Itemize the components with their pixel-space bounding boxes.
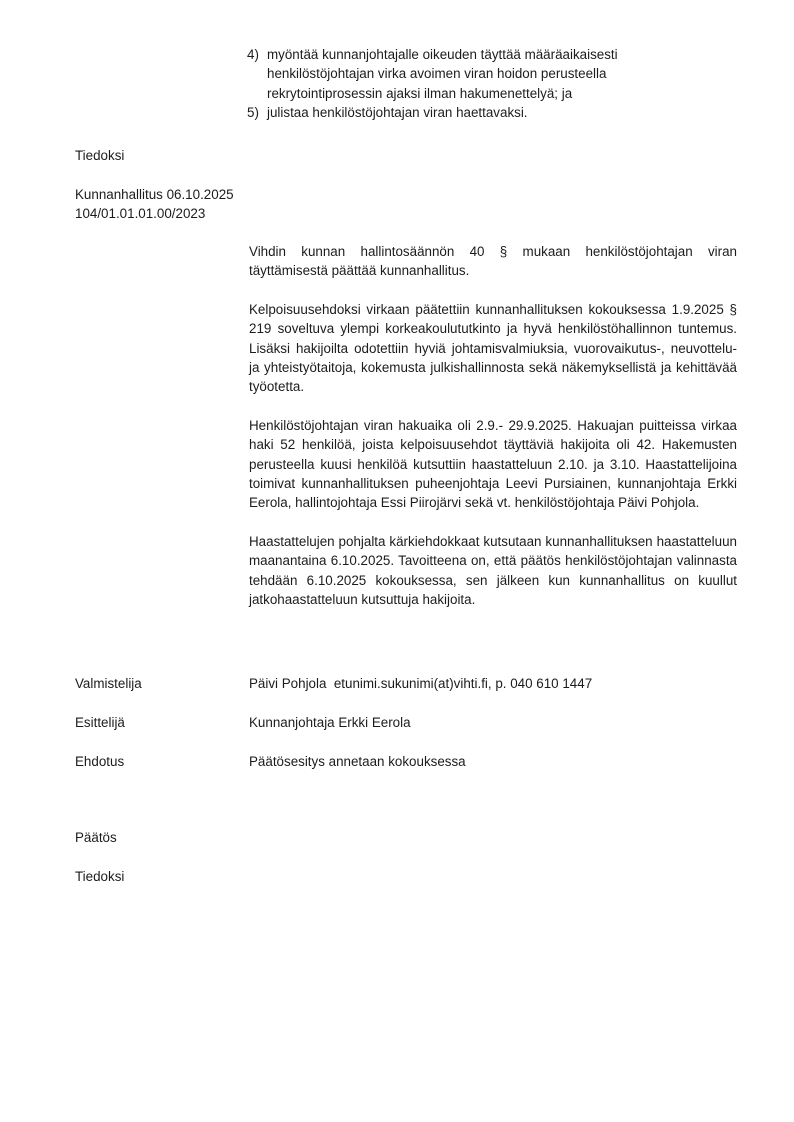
- meeting-line: Kunnanhallitus 06.10.2025: [75, 187, 234, 202]
- tiedoksi-label-bottom: Tiedoksi: [75, 869, 125, 884]
- esittelija-label: Esittelijä: [75, 715, 125, 730]
- ehdotus-value: Päätösesitys annetaan kokouksessa: [249, 754, 466, 769]
- paatos-label: Päätös: [75, 830, 117, 845]
- valmistelija-value: Päivi Pohjola etunimi.sukunimi(at)vihti.fi, p. 040 610 1447: [249, 676, 593, 691]
- decision-item-4: [247, 45, 679, 103]
- decision-item-5: [247, 103, 679, 122]
- paragraph-kelpoisuusehdot: Kelpoisuusehdoksi virkaan päätettiin kunnanhallituksen kokouksessa 1.9.2025 § 219 soveltuva ylempi korkeakoulututkinto ja hyvä henkilöstöhallinnon tuntemus. Lisäksi hakijoilta odotettiin hyviä johtamisvalmiuksia, vuorovaikutus-, neuvottelu- ja yhteistyötaitoja, kokemusta julkishallinnosta sekä näkemyksellistä ja kehittävää työotetta.: [249, 301, 737, 395]
- paragraph-hallintosaanto: Vihdin kunnan hallintosäännön 40 § mukaan henkilöstöjohtajan viran täyttämisestä päättää kunnanhallitus.: [249, 244, 737, 279]
- ehdotus-label: Ehdotus: [75, 754, 125, 769]
- decision-item-text: myöntää kunnanjohtajalle oikeuden täyttää määräaikaisesti henkilöstöjohtajan virka avoimen viran hoidon perusteella rekrytointiprosessin ajaksi ilman hakumenettelyä; ja: [267, 47, 618, 101]
- info-row-esittelija: [75, 713, 754, 732]
- case-number: 104/01.01.01.00/2023: [75, 206, 206, 222]
- decision-item-number: 4): [247, 47, 259, 62]
- tiedoksi-label-top: Tiedoksi: [75, 148, 125, 163]
- info-row-ehdotus: [75, 752, 754, 771]
- info-row-valmistelija: [75, 674, 754, 693]
- paragraph-hakuaika: Henkilöstöjohtajan viran hakuaika oli 2.9.- 29.9.2025. Hakuajan puitteissa virkaa haki 52 henkilöä, joista kelpoisuusehdot täyttäviä hakijoita oli 42. Hakemusten perusteella kuusi henkilöä kutsuttiin haastatteluun 2.10. ja 3.10. Haastattelijoina toimivat kunnanhallituksen puheenjohtaja Leevi Pursiainen, kunnanjohtaja Erkki Eerola, hallintojohtaja Essi Piirojärvi sekä vt. henkilöstöjohtaja Päivi Pohjola.: [249, 417, 737, 511]
- decision-item-number: 5): [247, 105, 259, 121]
- case-meta: [75, 185, 234, 224]
- decision-list: [247, 45, 679, 123]
- valmistelija-label: Valmistelija: [75, 676, 142, 691]
- body-column: [249, 242, 737, 629]
- paragraph-haastattelut: Haastattelujen pohjalta kärkiehdokkaat kutsutaan kunnanhallituksen haastatteluun maanantaina 6.10.2025. Tavoitteena on, että päätös henkilöstöjohtajan valinnasta tehdään 6.10.2025 kokouksessa, sen jälkeen kun kunnanhallitus on kuullut jatkohaastatteluun kutsuttuja hakijoita.: [249, 533, 737, 608]
- esittelija-value: Kunnanjohtaja Erkki Eerola: [249, 715, 411, 730]
- decision-item-text: julistaa henkilöstöjohtajan viran haettavaksi.: [267, 105, 528, 121]
